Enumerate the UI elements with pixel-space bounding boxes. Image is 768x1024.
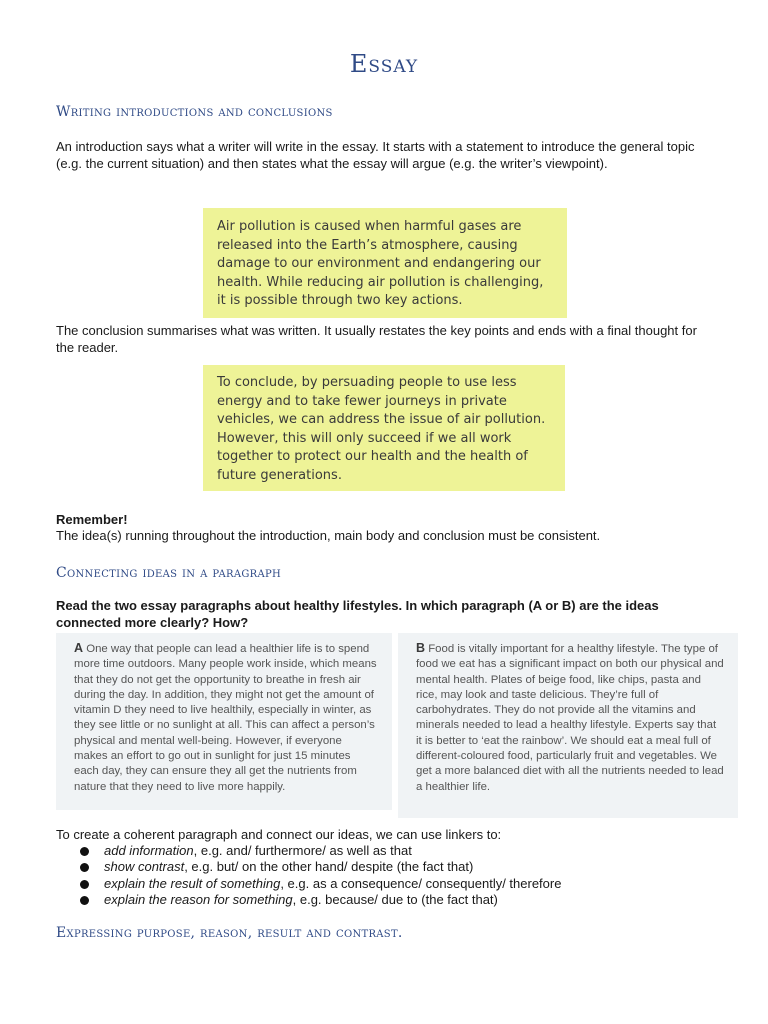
page-title: Essay bbox=[349, 50, 419, 78]
intro-paragraph: An introduction says what a writer will write in the essay. It starts with a statement to introduce the general topic (e.g. the current situation) and then states what the essay will argue (e.g. the writer’s viewpoint). bbox=[56, 139, 695, 171]
conclusion-paragraph: The conclusion summarises what was written. It usually restates the key points and ends with a final thought for the reader. bbox=[56, 323, 697, 355]
paragraph-b-letter: B bbox=[416, 641, 426, 655]
bullet-icon bbox=[80, 880, 89, 889]
remember-text: The idea(s) running throughout the introduction, main body and conclusion must be consistent. bbox=[56, 528, 601, 543]
paragraph-a-letter: A bbox=[74, 641, 84, 655]
intro-example-note: Air pollution is caused when harmful gases are released into the Earth’s atmosphere, causing damage to our environment and endangering our health. While reducing air pollution is challenging, it is possible through two key actions. bbox=[203, 208, 567, 318]
linkers-list bbox=[76, 843, 561, 908]
section-heading-intro: Writing introductions and conclusions bbox=[56, 104, 333, 120]
section-heading-connecting: Connecting ideas in a paragraph bbox=[56, 565, 282, 581]
task-instruction: Read the two essay paragraphs about healthy lifestyles. In which paragraph (A or B) are the ideas connected more clearly? How? bbox=[56, 598, 659, 630]
list-item: explain the result of something, e.g. as a consequence/ consequently/ therefore bbox=[76, 876, 561, 892]
bullet-icon bbox=[80, 896, 89, 905]
section-heading-purpose: Expressing purpose, reason, result and contrast. bbox=[56, 925, 403, 941]
paragraph-b-text: Food is vitally important for a healthy lifestyle. The type of food we eat has a significant impact on both our physical and mental health. Plates of beige food, like chips, pasta and rice, may look and taste delicious. They’re full of carbohydrates. They do not provide all the vitamins and minerals needed to lead a healthy lifestyle. Experts say that it is better to ‘eat the rainbow’. We should eat a meal full of different-coloured food, particularly fruit and vegetables. We get a more balanced diet with all the nutrients needed to lead a healthier life. bbox=[416, 643, 724, 793]
list-item: add information, e.g. and/ furthermore/ as well as that bbox=[76, 843, 561, 859]
paragraph-b-panel bbox=[398, 633, 738, 818]
bullet-icon bbox=[80, 847, 89, 856]
bullet-icon bbox=[80, 863, 89, 872]
remember-label: Remember! bbox=[56, 512, 128, 527]
list-item: explain the reason for something, e.g. because/ due to (the fact that) bbox=[76, 892, 561, 908]
list-item: show contrast, e.g. but/ on the other hand/ despite (the fact that) bbox=[76, 859, 561, 875]
paragraph-a-panel bbox=[56, 633, 392, 810]
paragraph-a-text: One way that people can lead a healthier life is to spend more time outdoors. Many people work inside, which means that they do not get the opportunity to breathe in fresh air during the day. In addition, they might not get the amount of vitamin D they need to live healthily, especially in winter, as they see little or no sunlight at all. This can affect a person’s physical and mental well-being. However, if everyone makes an effort to go out in sunlight for just 15 minutes each day, they can ensure they all get the nutrients from nature that they need to live more happily. bbox=[74, 643, 377, 793]
linkers-intro: To create a coherent paragraph and connect our ideas, we can use linkers to: bbox=[56, 827, 502, 842]
conclusion-example-note: To conclude, by persuading people to use less energy and to take fewer journeys in private vehicles, we can address the issue of air pollution. However, this will only succeed if we all work together to protect our health and the health of future generations. bbox=[203, 365, 565, 491]
